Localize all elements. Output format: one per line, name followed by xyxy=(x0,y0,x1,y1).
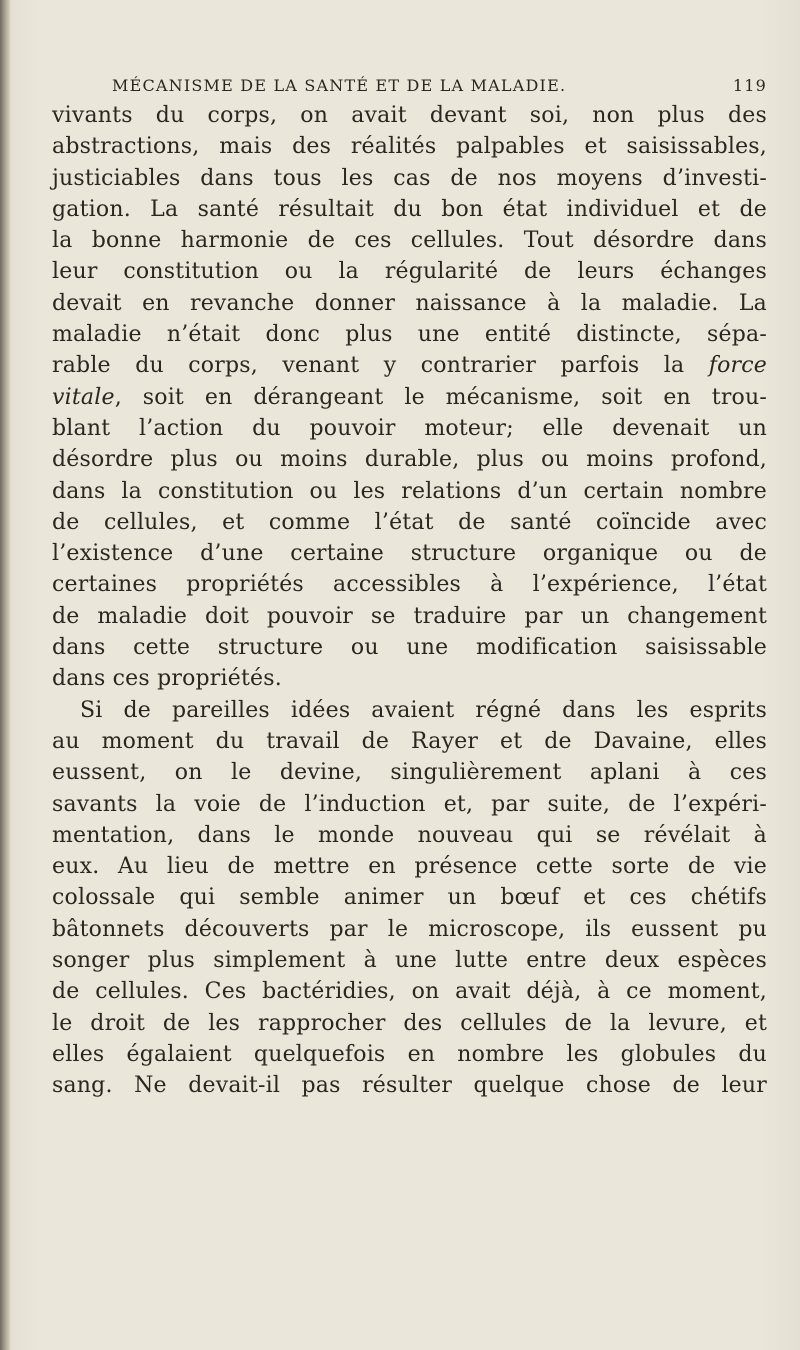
text-line: blant l’action du pouvoir moteur; elle devenait un xyxy=(52,415,767,441)
text-line: au moment du travail de Rayer et de Davaine, elles xyxy=(52,728,767,754)
text-line: eussent, on le devine, singulièrement aplani à ces xyxy=(52,760,767,786)
text-line: l’existence d’une certaine structure organique ou de xyxy=(52,541,767,567)
text-line xyxy=(52,382,767,413)
italic-word-force: force xyxy=(708,353,767,379)
text-line: maladie n’était donc plus une entité distincte, sépa- xyxy=(52,322,767,348)
text-line: devait en revanche donner naissance à la maladie. La xyxy=(52,290,767,316)
text-line: eux. Au lieu de mettre en présence cette sorte de vie xyxy=(52,854,767,880)
text-line: vivants du corps, on avait devant soi, non plus des xyxy=(52,103,767,128)
text-line: de maladie doit pouvoir se traduire par un changement xyxy=(52,603,767,629)
text-line: de cellules, et comme l’état de santé coïncide avec xyxy=(52,509,767,535)
text-line: le droit de les rapprocher des cellules de la levure, et xyxy=(52,1010,767,1036)
text-line: dans la constitution ou les relations d’un certain nombre xyxy=(52,478,767,504)
text-line: abstractions, mais des réalités palpables et saisissables, xyxy=(52,134,767,160)
text-line: leur constitution ou la régularité de leurs échanges xyxy=(52,259,767,285)
text-line: elles égalaient quelquefois en nombre les globules du xyxy=(52,1041,767,1067)
text-line: justiciables dans tous les cas de nos moyens d’investi- xyxy=(52,165,767,191)
text-line: certaines propriétés accessibles à l’expérience, l’état xyxy=(52,572,767,598)
text-line-end: , soit en dérangeant le mécanisme, soit en trou- xyxy=(114,384,767,410)
text-line xyxy=(52,350,767,381)
text-line: songer plus simplement à une lutte entre deux espèces xyxy=(52,948,767,974)
text-line: désordre plus ou moins durable, plus ou moins profond, xyxy=(52,447,767,473)
italic-word-vitale: vitale xyxy=(52,384,115,410)
text-line: dans cette structure ou une modification saisissable xyxy=(52,635,767,661)
text-line: bâtonnets découverts par le microscope, ils eussent pu xyxy=(52,916,767,942)
binding-edge xyxy=(0,0,10,1350)
text-line: colossale qui semble animer un bœuf et ces chétifs xyxy=(52,885,767,911)
text-line-start: rable du corps, venant y contrarier parfois la xyxy=(52,353,709,379)
text-line: sang. Ne devait-il pas résulter quelque chose de leur xyxy=(52,1073,767,1099)
text-line: la bonne harmonie de ces cellules. Tout désordre dans xyxy=(52,228,767,254)
text-line: gation. La santé résultait du bon état individuel et de xyxy=(52,196,767,222)
text-line: mentation, dans le monde nouveau qui se révélait à xyxy=(52,822,767,848)
running-head-title: MÉCANISME DE LA SANTÉ ET DE LA MALADIE. xyxy=(112,76,567,95)
text-line: de cellules. Ces bactéridies, on avait déjà, à ce moment, xyxy=(52,979,767,1005)
text-line: dans ces propriétés. xyxy=(52,666,282,692)
page-number: 119 xyxy=(732,76,767,95)
text-line: savants la voie de l’induction et, par suite, de l’expéri- xyxy=(52,791,767,817)
text-line-paragraph-start: Si de pareilles idées avaient régné dans les esprits xyxy=(80,697,767,723)
body-text xyxy=(52,100,767,1102)
